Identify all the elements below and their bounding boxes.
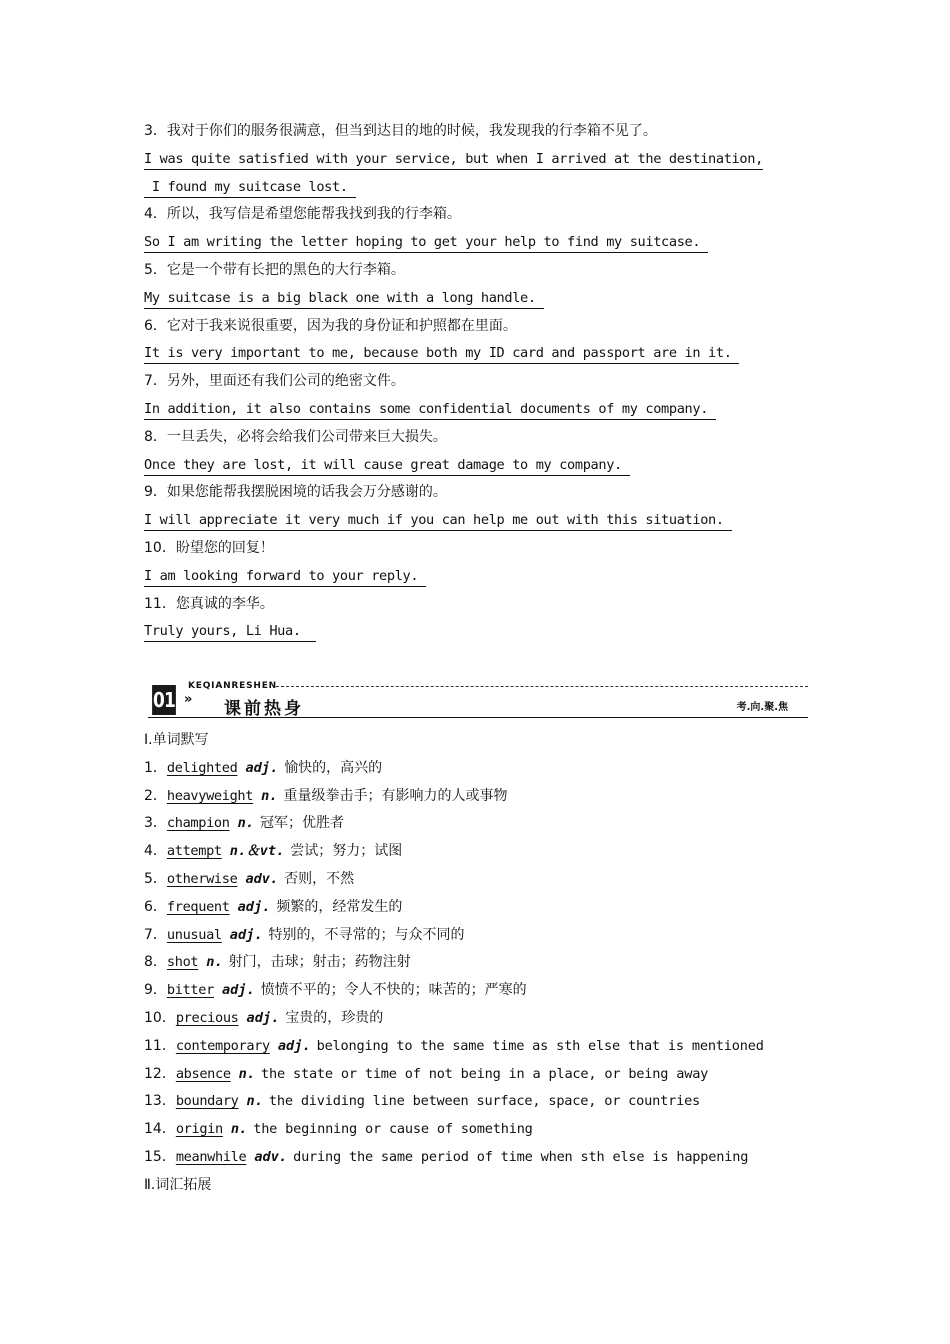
vocab-part-of-speech: n.＆vt. <box>229 843 285 860</box>
sentence-english-answer: So I am writing the letter hoping to get your help to find my suitcase. <box>144 232 708 253</box>
sentence-english-line <box>144 507 809 535</box>
vocab-number: 7． <box>144 926 167 943</box>
vocab-item <box>144 755 809 783</box>
vocab-word: origin <box>175 1121 223 1138</box>
vocab-part-of-speech: n. <box>230 1121 248 1138</box>
vocab-definition: 愉快的，高兴的 <box>284 759 383 776</box>
vocab-item <box>144 1116 809 1144</box>
sentence-english-answer: Once they are lost, it will cause great damage to my company. <box>144 455 630 476</box>
vocab-word: shot <box>166 954 199 971</box>
vocab-number: 2． <box>144 787 167 804</box>
vocab-part-of-speech: adv. <box>245 870 279 887</box>
vocab-definition: 冠军；优胜者 <box>259 815 344 832</box>
sentence-english-answer: My suitcase is a big black one with a long handle. <box>144 288 544 309</box>
sentence-chinese: 4．所以，我写信是希望您能帮我找到我的行李箱。 <box>144 206 461 223</box>
vocab-word: precious <box>175 1009 239 1026</box>
sentence-english-answer: I am looking forward to your reply. <box>144 566 426 587</box>
vocabulary-section <box>144 727 809 1200</box>
sentence-english-answer: I will appreciate it very much if you can help me out with this situation. <box>144 510 732 531</box>
vocab-part-of-speech: n. <box>261 787 278 804</box>
vocab-word: bitter <box>166 982 214 999</box>
part1-heading: Ⅰ.单词默写 <box>144 732 209 748</box>
section-right-label: 考.向.聚.焦 <box>736 702 788 713</box>
section-header <box>148 682 808 720</box>
vocab-definition: 重量级拳击手；有影响力的人或事物 <box>283 787 508 804</box>
vocab-item <box>144 977 809 1005</box>
vocab-item <box>144 838 809 866</box>
sentence-chinese: 10．盼望您的回复！ <box>144 539 274 556</box>
vocab-number: 12． <box>144 1065 176 1082</box>
vocab-item <box>144 783 809 811</box>
dashed-divider <box>276 686 808 687</box>
sentence-chinese: 8．一旦丢失，必将会给我们公司带来巨大损失。 <box>144 428 447 445</box>
vocab-part-of-speech: adj. <box>277 1037 311 1054</box>
vocab-part-of-speech: adj. <box>229 926 263 943</box>
vocab-word: otherwise <box>166 870 238 887</box>
vocab-item <box>144 810 809 838</box>
vocab-item <box>144 1005 809 1033</box>
vocab-definition: 特别的，不寻常的；与众不同的 <box>268 926 465 943</box>
section-rule <box>148 717 808 718</box>
vocab-number: 4． <box>144 843 167 860</box>
vocab-number: 14． <box>144 1121 176 1138</box>
vocab-definition: 尝试；努力；试图 <box>290 843 403 860</box>
vocab-item <box>144 1033 809 1061</box>
sentence-translation-list <box>144 118 809 646</box>
sentence-english-line <box>144 452 809 480</box>
vocab-definition: 愤愤不平的；令人不快的；味苦的；严寒的 <box>260 982 527 999</box>
section-number-badge: 01 <box>152 685 176 715</box>
vocab-definition: 频繁的，经常发生的 <box>276 898 403 915</box>
section-pinyin: KEQIANRESHEN <box>188 681 277 691</box>
vocab-item <box>144 1144 809 1172</box>
vocab-definition: 否则，不然 <box>284 870 355 887</box>
vocab-definition: the beginning or cause of something <box>253 1121 533 1138</box>
sentence-english-answer: I found my suitcase lost. <box>144 177 356 198</box>
vocab-definition: the dividing line between surface, space, or countries <box>268 1093 701 1110</box>
vocabulary-list <box>144 755 809 1172</box>
sentence-english-line <box>144 396 809 424</box>
sentence-chinese: 6．它对于我来说很重要，因为我的身份证和护照都在里面。 <box>144 317 517 334</box>
vocab-definition: during the same period of time when sth else is happening <box>293 1148 749 1165</box>
vocab-part-of-speech: adj. <box>221 982 255 999</box>
vocab-number: 6． <box>144 898 167 915</box>
vocab-item <box>144 866 809 894</box>
sentence-english-answer: Truly yours, Li Hua. <box>144 621 316 642</box>
vocab-definition: 射门，击球；射击；药物注射 <box>228 954 411 971</box>
vocab-item <box>144 949 809 977</box>
vocab-part-of-speech: n. <box>237 815 254 832</box>
vocab-number: 8． <box>144 954 167 971</box>
sentence-chinese: 9．如果您能帮我摆脱困境的话我会万分感谢的。 <box>144 484 447 501</box>
sentence-chinese: 7．另外，里面还有我们公司的绝密文件。 <box>144 373 405 390</box>
vocab-part-of-speech: n. <box>206 954 223 971</box>
vocab-word: heavyweight <box>166 787 254 804</box>
sentence-english-line <box>144 618 809 646</box>
sentence-chinese: 5．它是一个带有长把的黑色的大行李箱。 <box>144 261 405 278</box>
vocab-word: attempt <box>166 843 222 860</box>
vocab-number: 10． <box>144 1009 176 1026</box>
vocab-item <box>144 1061 809 1089</box>
vocab-part-of-speech: adj. <box>245 759 279 776</box>
sentence-chinese: 3．我对于你们的服务很满意，但当到达目的地的时候，我发现我的行李箱不见了。 <box>144 123 657 139</box>
vocab-part-of-speech: adv. <box>254 1148 288 1165</box>
double-chevron-icon: » <box>184 692 193 707</box>
vocab-number: 15． <box>144 1148 176 1165</box>
vocab-number: 11． <box>144 1037 176 1054</box>
vocab-number: 3． <box>144 815 167 832</box>
vocab-word: unusual <box>166 926 222 943</box>
vocab-item <box>144 894 809 922</box>
vocab-part-of-speech: adj. <box>237 898 271 915</box>
vocab-item <box>144 1088 809 1116</box>
vocab-definition: the state or time of not being in a place, or being away <box>261 1065 709 1082</box>
sentence-english-line <box>144 563 809 591</box>
vocab-word: contemporary <box>175 1037 270 1054</box>
vocab-number: 13． <box>144 1093 176 1110</box>
sentence-english-answer: It is very important to me, because both my ID card and passport are in it. <box>144 343 739 364</box>
vocab-part-of-speech: n. <box>246 1093 263 1110</box>
sentence-english-line <box>144 285 809 313</box>
sentence-english-line <box>144 146 809 174</box>
vocab-number: 9． <box>144 982 167 999</box>
section-title: 课前热身 <box>224 699 304 719</box>
vocab-item <box>144 922 809 950</box>
vocab-word: boundary <box>175 1093 239 1110</box>
vocab-definition: belonging to the same time as sth else that is mentioned <box>316 1037 764 1054</box>
sentence-english-answer: In addition, it also contains some confidential documents of my company. <box>144 399 716 420</box>
vocab-word: champion <box>166 815 230 832</box>
part2-heading: Ⅱ.词汇拓展 <box>144 1176 212 1193</box>
sentence-english-line <box>144 174 809 202</box>
vocab-definition: 宝贵的，珍贵的 <box>285 1009 384 1026</box>
vocab-part-of-speech: adj. <box>246 1009 280 1026</box>
sentence-chinese: 11．您真诚的李华。 <box>144 595 274 612</box>
sentence-english-answer: I was quite satisfied with your service, but when I arrived at the destination, <box>144 149 763 170</box>
vocab-word: absence <box>175 1065 231 1082</box>
vocab-number: 1． <box>144 759 167 776</box>
vocab-number: 5． <box>144 870 167 887</box>
sentence-english-line <box>144 229 809 257</box>
vocab-word: frequent <box>166 898 230 915</box>
vocab-part-of-speech: n. <box>238 1065 256 1082</box>
vocab-word: delighted <box>166 759 238 776</box>
vocab-word: meanwhile <box>175 1148 247 1165</box>
sentence-english-line <box>144 340 809 368</box>
